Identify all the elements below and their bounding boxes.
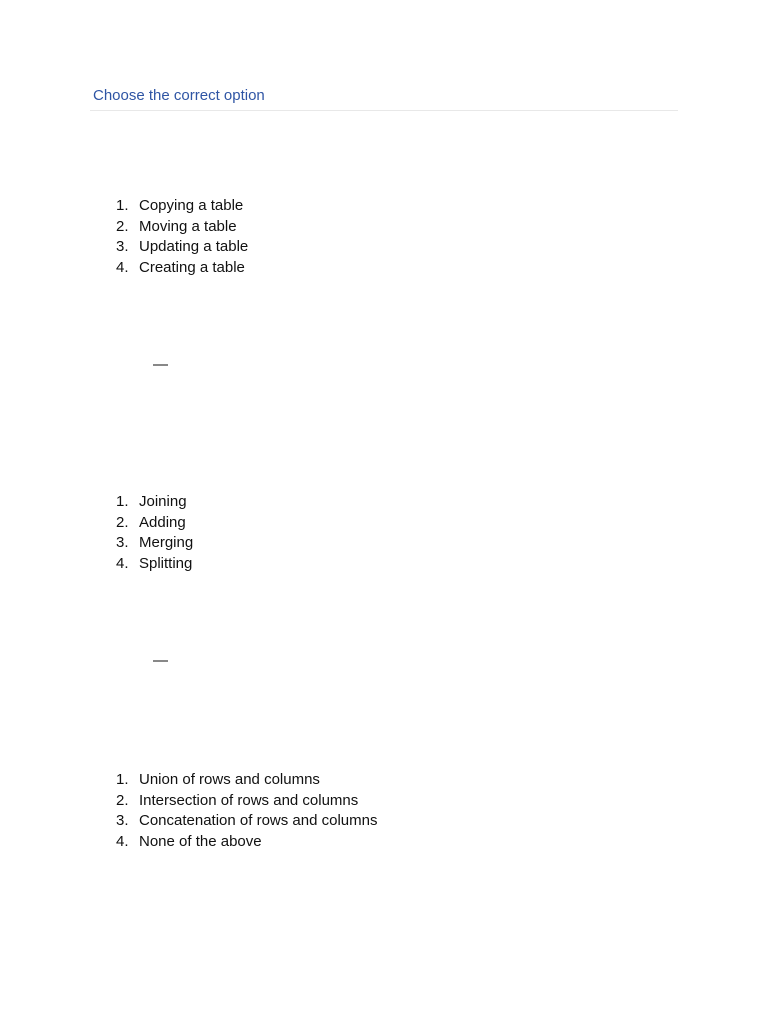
option-number: 3. xyxy=(116,812,129,829)
option-text: Adding xyxy=(139,513,186,531)
option-item xyxy=(116,770,377,791)
option-text: Intersection of rows and columns xyxy=(139,791,359,809)
option-text: None of the above xyxy=(139,832,262,850)
option-number: 1. xyxy=(116,771,129,788)
option-text: Updating a table xyxy=(139,238,249,255)
option-item xyxy=(116,554,193,575)
option-number: 4. xyxy=(116,832,129,850)
option-number: 1. xyxy=(116,197,129,214)
option-text: Creating a table xyxy=(139,258,245,276)
option-text: Moving a table xyxy=(139,217,237,235)
option-number: 3. xyxy=(116,238,129,255)
option-number: 2. xyxy=(116,217,129,235)
option-text: Merging xyxy=(139,534,194,551)
option-text: Joining xyxy=(139,493,187,510)
page-heading: Choose the correct option xyxy=(93,87,265,104)
option-item xyxy=(116,533,193,554)
option-number: 4. xyxy=(116,258,129,276)
option-item xyxy=(116,513,193,534)
option-number: 3. xyxy=(116,534,129,551)
option-item xyxy=(116,791,377,812)
answer-blank-1: — xyxy=(153,356,168,373)
option-item xyxy=(116,258,248,279)
option-text: Copying a table xyxy=(139,197,244,214)
option-text: Union of rows and columns xyxy=(139,771,320,788)
option-item xyxy=(116,832,377,853)
question-3-options xyxy=(116,770,377,852)
option-number: 4. xyxy=(116,554,129,572)
question-1-options xyxy=(116,196,248,278)
option-item xyxy=(116,492,193,513)
option-number: 2. xyxy=(116,791,129,809)
heading-divider xyxy=(90,110,678,111)
option-item xyxy=(116,196,248,217)
option-number: 2. xyxy=(116,513,129,531)
answer-blank-2: — xyxy=(153,652,168,669)
option-text: Splitting xyxy=(139,554,193,572)
option-item xyxy=(116,811,377,832)
option-number: 1. xyxy=(116,493,129,510)
option-text: Concatenation of rows and columns xyxy=(139,812,378,829)
option-item xyxy=(116,217,248,238)
question-2-options xyxy=(116,492,193,574)
option-item xyxy=(116,237,248,258)
